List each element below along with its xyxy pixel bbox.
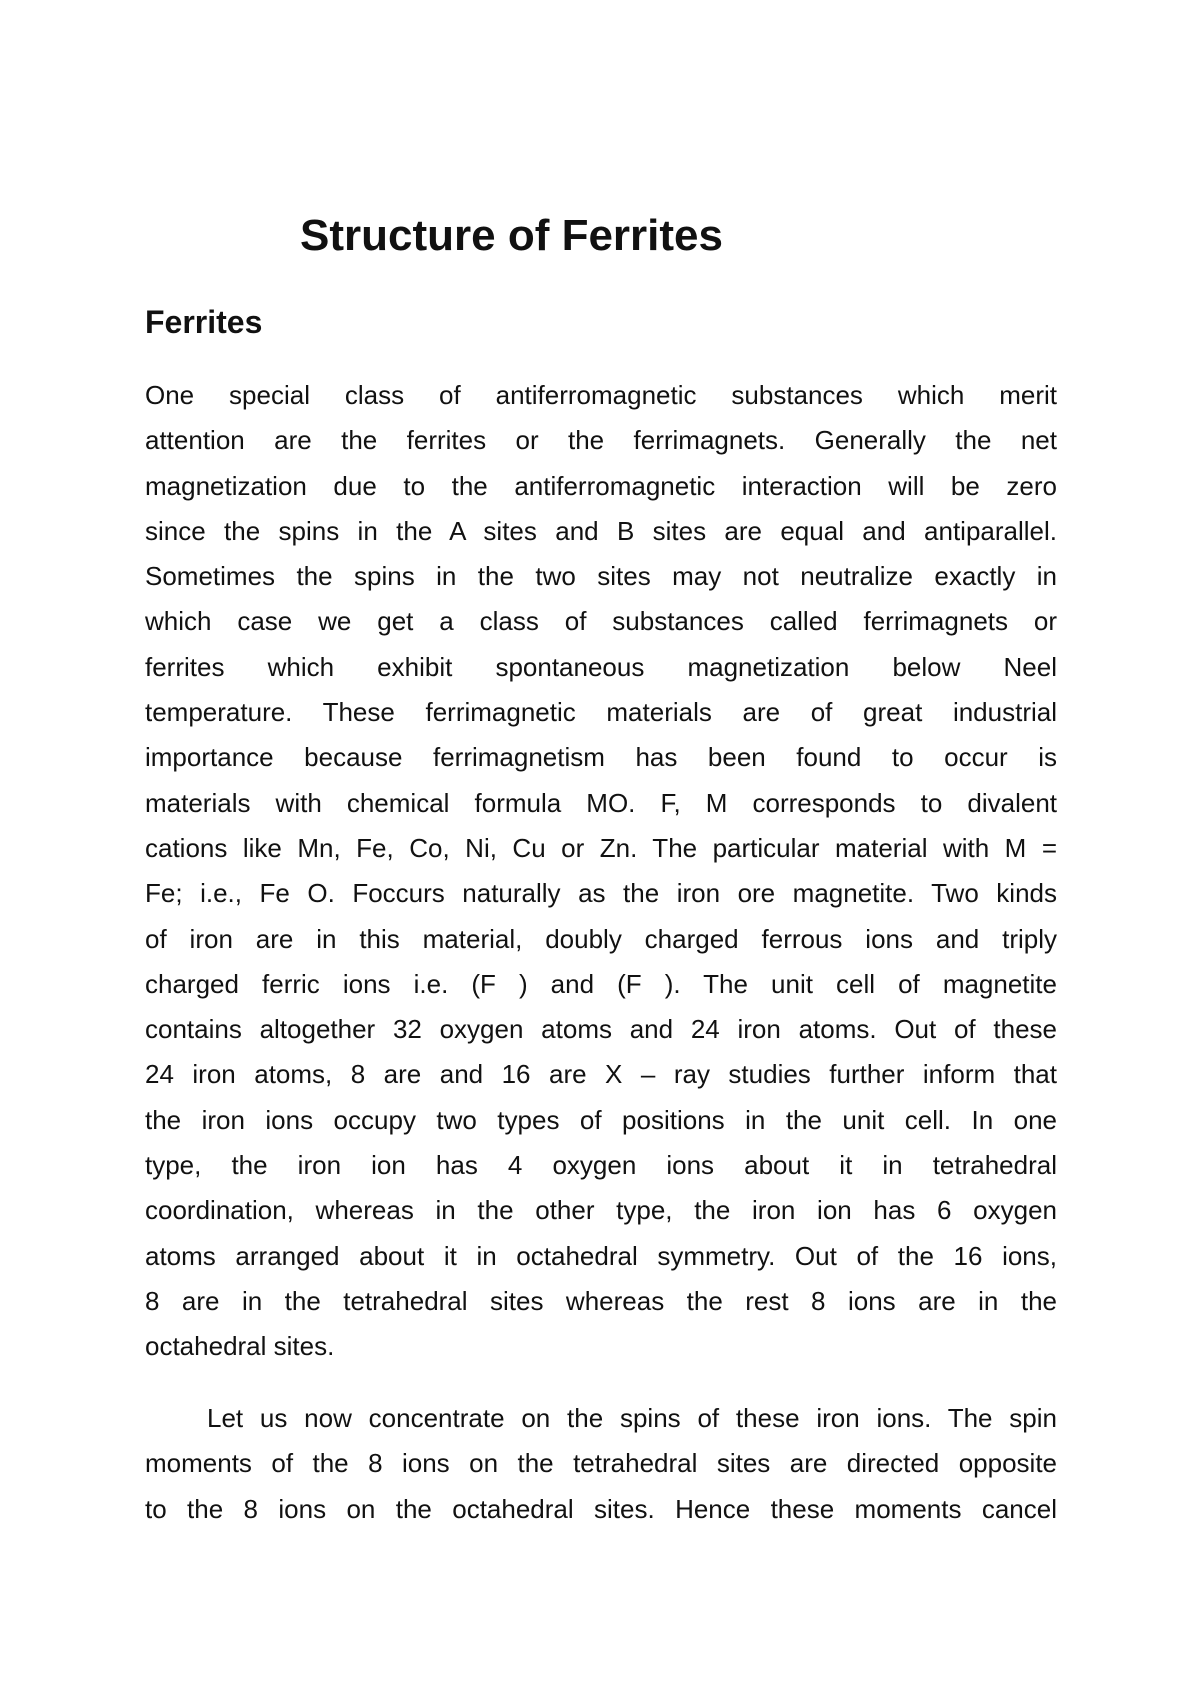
text-line: octahedral sites. xyxy=(145,1331,335,1362)
text-line: importance because ferrimagnetism has been found to occur is xyxy=(145,742,1057,773)
text-line: ferrites which exhibit spontaneous magnetization below Neel xyxy=(145,651,1057,682)
text-line: temperature. These ferrimagnetic materials are of great industrial xyxy=(145,697,1057,728)
text-line: 24 iron atoms, 8 are and 16 are X – ray studies further inform that xyxy=(145,1059,1057,1090)
text-line: of iron are in this material, doubly charged ferrous ions and triply xyxy=(145,923,1057,954)
document-title: Structure of Ferrites xyxy=(300,211,723,260)
text-line: type, the iron ion has 4 oxygen ions about it in tetrahedral xyxy=(145,1150,1057,1181)
text-line: contains altogether 32 oxygen atoms and 24 iron atoms. Out of these xyxy=(145,1014,1057,1045)
paragraph-2 xyxy=(145,1396,1057,1532)
text-line: the iron ions occupy two types of positions in the unit cell. In one xyxy=(145,1104,1057,1135)
text-line: coordination, whereas in the other type, the iron ion has 6 oxygen xyxy=(145,1195,1057,1226)
text-line: charged ferric ions i.e. (F ) and (F ). The unit cell of magnetite xyxy=(145,968,1057,999)
paragraph-1 xyxy=(145,373,1057,1370)
text-line: Let us now concentrate on the spins of these iron ions. The spin xyxy=(207,1403,1057,1433)
text-line: Fe; i.e., Fe O. Foccurs naturally as the iron ore magnetite. Two kinds xyxy=(145,878,1057,909)
text-line: to the 8 ions on the octahedral sites. Hence these moments cancel xyxy=(145,1493,1057,1524)
text-line: moments of the 8 ions on the tetrahedral sites are directed opposite xyxy=(145,1448,1057,1479)
text-line: Sometimes the spins in the two sites may not neutralize exactly in xyxy=(145,561,1057,592)
text-line: attention are the ferrites or the ferrimagnets. Generally the net xyxy=(145,425,1057,456)
text-line: cations like Mn, Fe, Co, Ni, Cu or Zn. The particular material with M = xyxy=(145,832,1057,863)
text-line: 8 are in the tetrahedral sites whereas the rest 8 ions are in the xyxy=(145,1285,1057,1316)
text-line: since the spins in the A sites and B sites are equal and antiparallel. xyxy=(145,515,1057,546)
text-line: magnetization due to the antiferromagnetic interaction will be zero xyxy=(145,470,1057,501)
text-line: One special class of antiferromagnetic substances which merit xyxy=(145,380,1057,410)
text-line: atoms arranged about it in octahedral symmetry. Out of the 16 ions, xyxy=(145,1240,1057,1271)
text-line: materials with chemical formula MO. F, M corresponds to divalent xyxy=(145,787,1057,818)
section-heading: Ferrites xyxy=(145,304,263,340)
text-line: which case we get a class of substances called ferrimagnets or xyxy=(145,606,1057,637)
